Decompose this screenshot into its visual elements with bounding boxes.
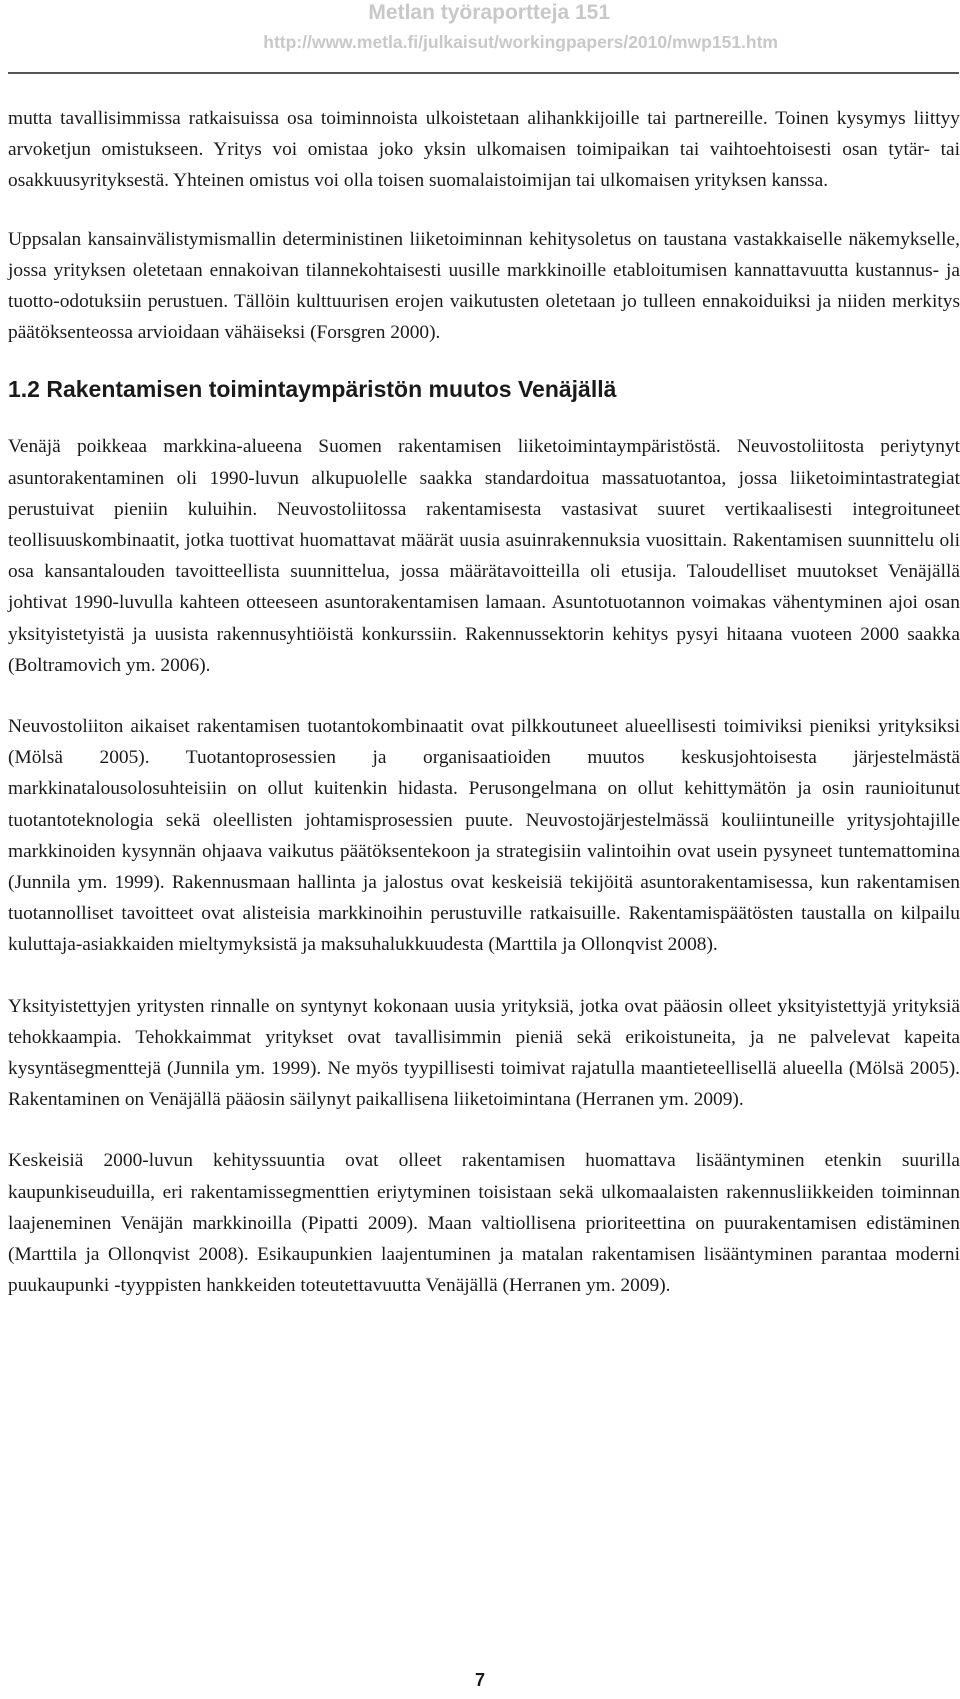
page-number: 7 xyxy=(474,1670,485,1690)
paragraph: Neuvostoliiton aikaiset rakentamisen tuotantokombinaatit ovat pilkkoutuneet alueellisesti toimiviksi pieniksi yrityksiksi (Mölsä 2005). Tuotantoprosessien ja organisaatioiden muutos keskusjohtoisesta järjestelmästä markkinatalousolosuhteisiin on ollut kuitenkin hidasta. Perusongelmana on ollut kehittymätön ja osin raunioitunut tuotantoteknologia sekä oleellisten johtamisprosessien puute. Neuvostojärjestelmässä kouliintuneille yritysjohtajille markkinoiden kysynnän ohjaava vaikutus päätöksentekoon ja strategisiin valintoihin ovat usein pysyneet tuntemattomina (Junnila ym. 1999). Rakennusmaan hallinta ja jalostus ovat keskeisiä tekijöitä asuntorakentamisessa, kun rakentamisen tuotannolliset tavoitteet ovat alisteisia markkinoihin perustuville ratkaisuille. Rakentamispäätösten taustalla on kilpailu kuluttaja-asiakkaiden mieltymyksistä ja maksuhalukkuudesta (Marttila ja Ollonqvist 2008). xyxy=(8,716,960,956)
paragraph: Keskeisiä 2000-luvun kehityssuuntia ovat olleet rakentamisen huomattava lisääntyminen etenkin suurilla kaupunkiseuduilla, eri rakentamissegmenttien eriytyminen toisistaan sekä ulkomaalaisten rakennusliikkeiden toiminnan laajeneminen Venäjän markkinoilla (Pipatti 2009). Maan valtiollisena prioriteettina on puurakentamisen edistäminen (Marttila ja Ollonqvist 2008). Esikaupunkien laajentuminen ja matalan rakentamisen lisääntyminen parantaa moderni puukaupunki -tyyppisten hankkeiden toteutettavuutta Venäjällä (Herranen ym. 2009). xyxy=(8,1150,960,1297)
header-divider xyxy=(8,72,959,74)
section-heading: 1.2 Rakentamisen toimintaympäristön muutos Venäjällä xyxy=(8,376,617,403)
series-title: Metlan työraportteja 151 xyxy=(368,1,610,24)
series-url[interactable]: http://www.metla.fi/julkaisut/workingpapers/2010/mwp151.htm xyxy=(263,32,778,52)
main-content xyxy=(8,103,960,1302)
paragraph: mutta tavallisimmissa ratkaisuissa osa toiminnoista ulkoistetaan alihankkijoille tai partnereille. Toinen kysymys liittyy arvoketjun omistukseen. Yritys voi omistaa joko yksin ulkomaisen toimipaikan tai vaihtoehtoisesti osan tytär- tai osakkuusyrityksestä. Yhteinen omistus voi olla toisen suomalaistoimijan tai ulkomaisen yrityksen kanssa. xyxy=(8,108,960,192)
paragraph: Venäjä poikkeaa markkina-alueena Suomen rakentamisen liiketoimintaympäristöstä. Neuvostoliitosta periytynyt asuntorakentaminen oli 1990-luvun alkupuolelle saakka standardoitua massatuotantoa, jossa liiketoimintastrategiat perustuivat pieniin kuluihin. Neuvostoliitossa rakentamisesta vastasivat suuret vertikaalisesti integroituneet teollisuuskombinaatit, jotka tuottivat huomattavat määrät uusia asuinrakennuksia vuosittain. Rakentamisen suunnittelu oli osa kansantalouden tavoitteellista suunnittelua, jossa määrätavoitteilla oli etusija. Taloudelliset muutokset Venäjällä johtivat 1990-luvulla kahteen otteeseen asuntorakentamisen lamaan. Asuntotuotannon voimakas vähentyminen ajoi osan yksityistetyistä ja uusista rakennusyhtiöistä konkurssiin. Rakennussektorin kehitys pysyi hitaana vuoteen 2000 saakka (Boltramovich ym. 2006). xyxy=(8,436,960,676)
paragraph: Uppsalan kansainvälistymismallin deterministinen liiketoiminnan kehitysoletus on taustana vastakkaiselle näkemykselle, jossa yrityksen oletetaan ennakoivan tilannekohtaisesti uusille markkinoille etabloitumisen kannattavuutta kustannus- ja tuotto-odotuksiin perustuen. Tällöin kulttuurisen erojen vaikutusten oletetaan jo tulleen ennakoiduiksi ja niiden merkitys päätöksenteossa arvioidaan vähäiseksi (Forsgren 2000). xyxy=(8,228,960,344)
paragraph: Yksityistettyjen yritysten rinnalle on syntynyt kokonaan uusia yrityksiä, jotka ovat pääosin olleet yksityistettyjä yrityksiä tehokkaampia. Tehokkaimmat yritykset ovat tavallisimmin pieniä sekä erikoistuneita, ja ne palvelevat kapeita kysyntäsegmenttejä (Junnila ym. 1999). Ne myös tyypillisesti toimivat rajatulla maantieteellisellä alueella (Mölsä 2005). Rakentaminen on Venäjällä pääosin säilynyt paikallisena liiketoimintana (Herranen ym. 2009). xyxy=(8,995,960,1111)
